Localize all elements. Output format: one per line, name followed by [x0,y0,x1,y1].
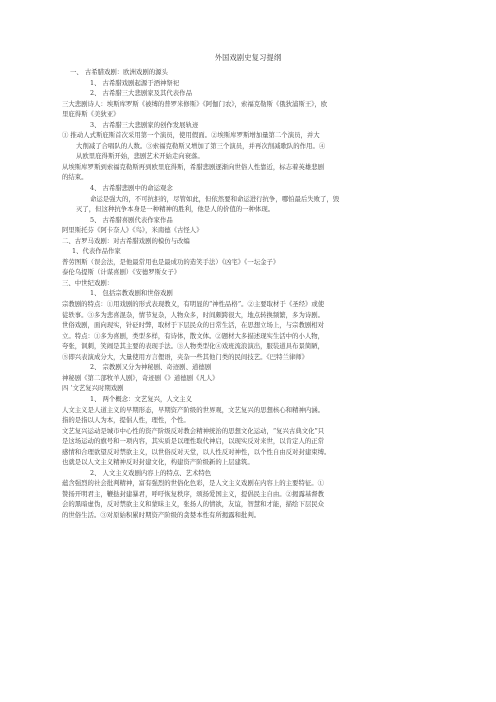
paragraph-line: 命运是强大的，不可抗拒的，尽管如此，但依然要和命运进行抗争，哪怕最后失败了，毁 [90,194,340,203]
paragraph-line: 泰伦乌提斯（计谋喜剧）《安德罗斯女子》 [62,268,181,277]
paragraph-line: 宗教剧的特点：①用戏剧的形式表现教义，有明显的“神性品格”。②主要取材于《圣经》或使 [62,300,325,309]
subheading: 1、 包括宗教戏剧和世俗戏剧 [90,289,173,298]
paragraph-line: 蕴含强烈的社会批判精神，富有强烈的世俗化色彩，是人文主义戏剧在内容上的主要特征。① [62,479,325,488]
subheading: 2、 古希腊三大悲剧家及其代表作品 [90,89,192,98]
subheading: 1、 两个概念：文艺复兴，人文主义 [90,394,192,403]
paragraph-line: 神秘剧《第二部牧羊人剧》，奇迹剧《》道德剧《凡人》 [62,373,219,382]
section-heading-greek: 一、 古希腊戏剧：欧洲戏剧的源头 [70,68,168,76]
paragraph-line: 夸张，讽刺，笑闹是其主要的表现手法。③人物类型化④戏班流浪演出，服装道具布景简陋， [62,342,325,351]
paragraph-line: 灭了，但这种抗争本身是一种精神的胜利，他是人的价值的一种体现。 [76,205,275,214]
subheading: 5、 古希腊喜剧代表作家作品 [90,215,173,224]
document-title: 外国戏剧史复习提纲 [214,53,282,62]
paragraph-line: 从埃斯库罗斯到索福克勒斯再到欧里庇得斯，希腊悲剧逐渐向世俗人性靠近，标志着英雄悲剧 [62,162,325,171]
paragraph-line: 是这场运动的旗号和一项内容，其实质是以理性取代神启，以现实反对来世，以肯定人的正常 [62,437,325,446]
paragraph-line: ① 推动人式斯庇斯首次采用第一个演员，使用假面。②埃斯库罗斯增加量第二个演员，并大 [62,131,320,140]
document-body [62,67,436,521]
paragraph-line: 会的黑暗虚伪，反对禁欲主义和蒙昧主义，张扬人的情欲，友谊，智慧和才能，描绘下层民众 [62,500,325,509]
paragraph-line: 从欧里庇得斯开始，悲剧艺术开始走向衰落。 [76,152,204,161]
paragraph-line: 里庇得斯《美狄亚》 [62,110,120,119]
paragraph-line: 的世俗生活。③对原始积累时期资产阶级的贪婪本性有所揭露和批判。 [62,510,261,519]
paragraph-line: 的结束。 [62,173,88,182]
section-heading-roman: 二、古罗马戏剧：对古希腊戏剧的模仿与改编 [62,236,190,245]
subheading: 3、 古希腊三大悲剧家的创作发展轨迹 [90,120,199,129]
subheading: 1、 古希腊戏剧起源于酒神祭祀 [90,78,180,87]
paragraph-line: 普劳图斯（误会法，是他最常用也是最成功的造笑手法）《凶宅》《一坛金子》 [62,257,280,266]
subheading: 2、 宗教剧又分为神秘剧、奇迹剧、道德剧 [90,363,212,372]
paragraph-line: 大削减了合唱队的人数。③索福克勒斯又增加了第三个演员，并再次削减歌队的作用。④ [76,141,326,150]
paragraph-line: 人文主义是人道主义的早期形态，早期资产阶级的世界观，文艺复兴的思想核心和精神内涵。 [62,405,325,414]
paragraph-line: 世俗戏剧，面向现实，针砭时弊，取材于下层民众的日常生活，在思想立场上，与宗教剧相对 [62,321,325,330]
paragraph-line: 阿里斯托芬《阿卡奈人》《鸟》，米南德《古怪人》 [62,226,203,235]
paragraph-line: 也就是以人文主义精神反对封建文化，构建资产阶级新的上层建筑。 [62,458,254,467]
paragraph-line: 立。特点：①多为喜剧，类型多样，有诗体，散文体。②题材大多描述现实生活中的小人物， [62,331,325,340]
subheading: 1、代表作品作家 [72,247,121,256]
subheading: 4、 古希腊悲剧中的命运观念 [90,184,173,193]
paragraph-line: 三大悲剧诗人：埃斯库罗斯《被缚的普罗米修斯》《阿伽门农》，索福克勒斯《俄狄浦斯王》，欧 [62,99,328,108]
paragraph-line: ⑤即兴表演成分大，大量使用方言俚语，夹杂一些其他门类的民间技艺。《巴特兰律师》 [62,352,309,361]
paragraph-line: 文艺复兴运动是城市中心性的资产阶级反对教会精神统治的思想文化运动，“复兴古典文化”只 [62,426,325,435]
section-heading-renaissance: 四 ‘文艺复兴时期戏剧 [62,384,124,393]
paragraph-line: 徒轶事。③多为悲喜混杂，情节复杂，人物众多，时间颇跨很大，地点转换频繁，多为诗剧。 [62,310,325,319]
subheading: 2、 人文主义戏剧内容上的特点、艺术特色 [90,468,212,477]
paragraph-line: 感情和合理欲望反对禁欲主义，以世俗反对天堂，以人性反对神性，以个性自由反对封建束缚。 [62,447,331,456]
section-heading-medieval: 三、中世纪戏剧： [62,278,114,287]
paragraph-line: 赞扬开明君主，鞭挞封建暴君，呼吁恢复秩序，颂扬爱国主义，提倡民主自由。②揭露基督教 [62,489,325,498]
paragraph-line: 指的是指以人为本，提倡人性，理性，个性。 [62,416,190,425]
